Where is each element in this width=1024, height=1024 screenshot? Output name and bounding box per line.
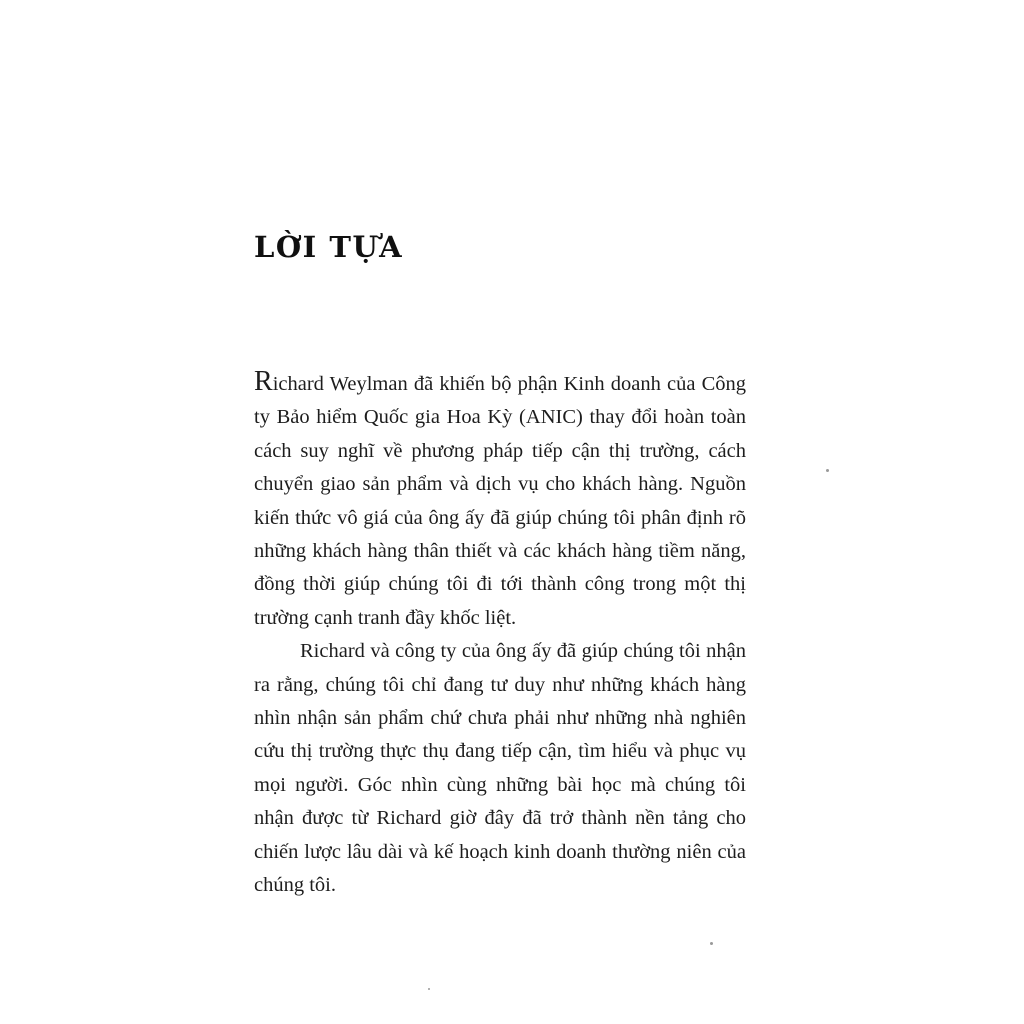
- scan-speck: [710, 942, 713, 945]
- scan-speck: [826, 469, 829, 472]
- paragraph-1: [254, 368, 746, 635]
- initial-letter: R: [254, 366, 273, 397]
- paragraph-2: Richard và công ty của ông ấy đã giúp chúng tôi nhận ra rằng, chúng tôi chỉ đang tư duy như những khách hàng nhìn nhận sản phẩm chứ chưa phải như những nhà nghiên cứu thị trường thực thụ đang tiếp cận, tìm hiểu và phục vụ mọi người. Góc nhìn cùng những bài học mà chúng tôi nhận được từ Richard giờ đây đã trở thành nền tảng cho chiến lược lâu dài và kế hoạch kinh doanh thường niên của chúng tôi.: [254, 640, 746, 897]
- paragraph-1-text: ichard Weylman đã khiến bộ phận Kinh doanh của Công ty Bảo hiểm Quốc gia Hoa Kỳ (ANIC) thay đổi hoàn toàn cách suy nghĩ về phương pháp tiếp cận thị trường, cách chuyển giao sản phẩm và dịch vụ cho khách hàng. Nguồn kiến thức vô giá của ông ấy đã giúp chúng tôi phân định rõ những khách hàng thân thiết và các khách hàng tiềm năng, đồng thời giúp chúng tôi đi tới thành công trong một thị trường cạnh tranh đầy khốc liệt.: [254, 373, 746, 629]
- scan-speck: [428, 988, 430, 990]
- book-page: [254, 230, 746, 903]
- page-title: LỜI TỰA: [254, 230, 404, 264]
